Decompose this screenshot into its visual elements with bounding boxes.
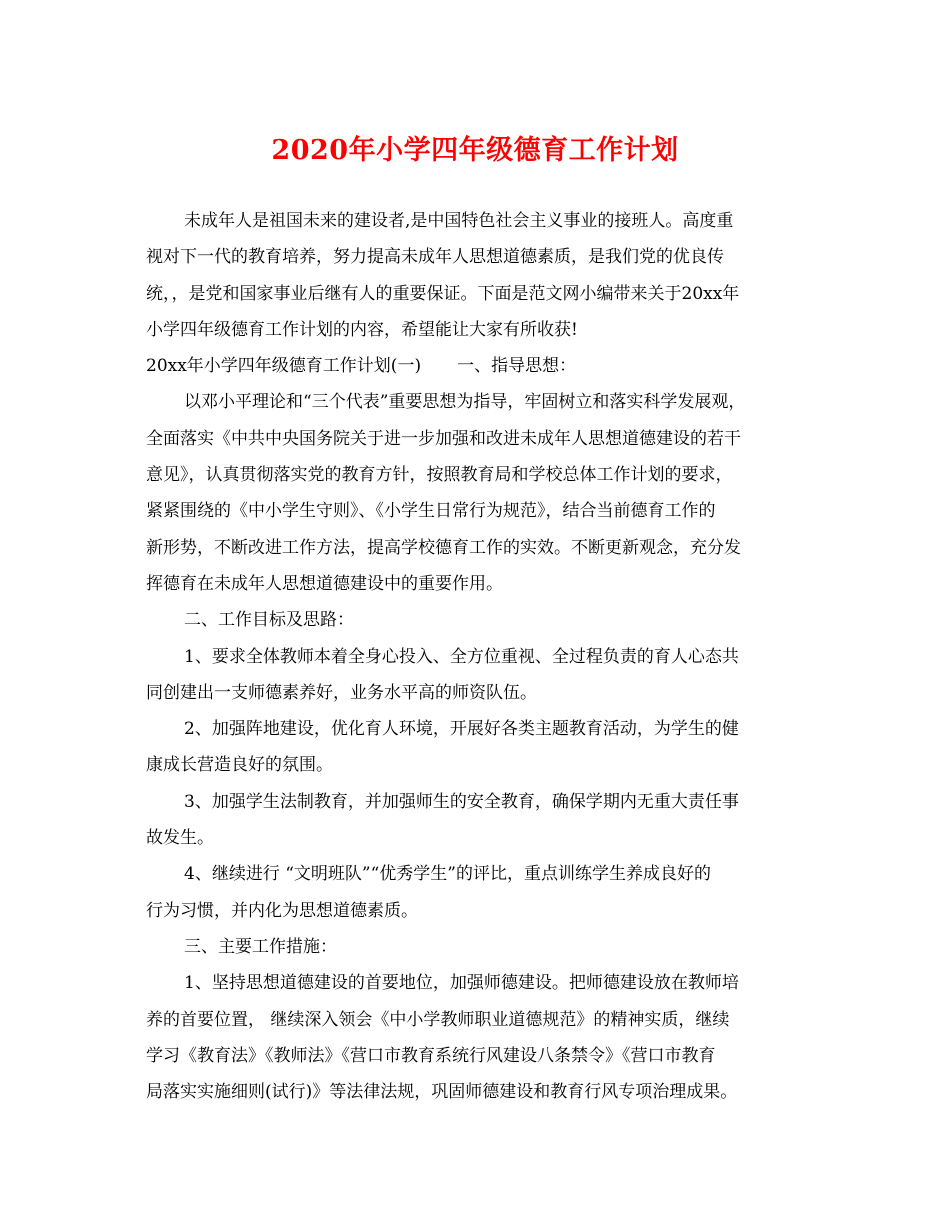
intro-line: 统，，是党和国家事业后继有人的重要保证。下面是范文网小编带来关于20xx年 <box>146 283 740 304</box>
document-title: 2020年小学四年级德育工作计划 <box>271 135 679 166</box>
section2-item-line: 1、要求全体教师本着全身心投入、全方位重视、全过程负责的育人心态共 <box>184 646 739 667</box>
section1-line: 紧紧围绕的《中小学生守则》、《小学生日常行为规范》，结合当前德育工作的 <box>146 501 716 522</box>
section1-line: 意见》，认真贯彻落实党的教育方针，按照教育局和学校总体工作计划的要求， <box>146 465 733 486</box>
section3-heading: 三、主要工作措施： <box>184 936 337 957</box>
section1-line: 挥德育在未成年人思想道德建设中的重要作用。 <box>146 573 503 594</box>
section3-line: 学习《教育法》《教师法》《营口市教育系统行风建设八条禁令》《营口市教育 <box>146 1045 716 1066</box>
section3-line: 养的首要位置， 继续深入领会《中小学教师职业道德规范》的精神实质，继续 <box>146 1009 730 1030</box>
section3-line: 局落实实施细则(试行)》等法律法规，巩固师德建设和教育行风专项治理成果。 <box>146 1082 738 1103</box>
section1-heading: 一、指导思想： <box>457 356 577 377</box>
section2-item-line: 行为习惯，并内化为思想道德素质。 <box>146 900 418 921</box>
plan-heading: 20xx年小学四年级德育工作计划(一) <box>146 356 422 377</box>
intro-line: 小学四年级德育工作计划的内容，希望能让大家有所收获! <box>146 319 578 340</box>
plan-heading-line <box>146 348 806 384</box>
section2-heading: 二、工作目标及思路： <box>184 610 354 631</box>
section2-item-line: 故发生。 <box>146 828 214 849</box>
document-body <box>146 203 806 1110</box>
intro-line: 视对下一代的教育培养，努力提高未成年人思想道德素质，是我们党的优良传 <box>146 247 724 268</box>
section3-line: 1、坚持思想道德建设的首要地位，加强师德建设。把师德建设放在教师培 <box>184 973 739 994</box>
section1-line: 全面落实《中共中央国务院关于进一步加强和改进未成年人思想道德建设的若干 <box>146 428 741 449</box>
section2-item-line: 4、继续进行 “文明班队”“优秀学生”的评比，重点训练学生养成良好的 <box>184 864 711 885</box>
section2-item-line: 同创建出一支师德素养好，业务水平高的师资队伍。 <box>146 682 537 703</box>
section1-line: 以邓小平理论和“三个代表”重要思想为指导，牢固树立和落实科学发展观， <box>184 392 746 413</box>
intro-line: 未成年人是祖国未来的建设者,是中国特色社会主义事业的接班人。高度重 <box>184 211 734 231</box>
section1-line: 新形势，不断改进工作方法，提高学校德育工作的实效。不断更新观念，充分发 <box>146 537 741 558</box>
section2-item-line: 2、加强阵地建设，优化育人环境，开展好各类主题教育活动，为学生的健 <box>184 719 739 740</box>
section2-item-line: 3、加强学生法制教育，并加强师生的安全教育，确保学期内无重大责任事 <box>184 791 739 812</box>
section2-item-line: 康成长营造良好的氛围。 <box>146 755 333 776</box>
